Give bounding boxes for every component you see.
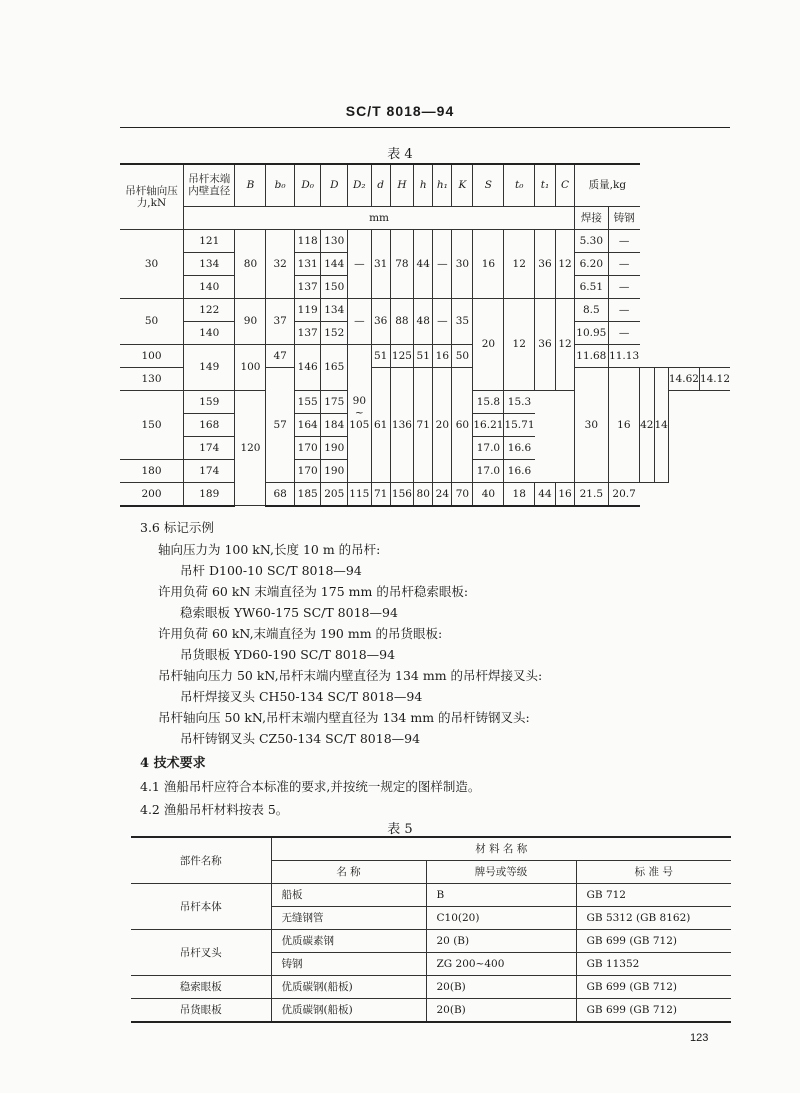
- header-diameter: 吊杆末端内壁直径: [184, 164, 235, 206]
- cell-D: 190: [321, 459, 348, 482]
- cell-name: 优质碳钢(船板): [271, 999, 426, 1023]
- cell-S: 40: [473, 482, 504, 506]
- cell-force: 50: [120, 298, 184, 344]
- cell-weld: 11.68: [575, 344, 609, 367]
- cell-D: 150: [321, 275, 348, 298]
- cell-cast: —: [608, 275, 640, 298]
- cell-K: 50: [452, 344, 473, 367]
- marking-line-4: 稳索眼板 YW60-175 SC/T 8018—94: [180, 605, 398, 620]
- header-weld: 焊接: [575, 206, 609, 229]
- cell-std: GB 699 (GB 712): [576, 999, 731, 1023]
- cell-weld: 16.21: [473, 413, 504, 436]
- cell-grade: 20 (B): [426, 930, 576, 953]
- cell-K: 30: [452, 229, 473, 298]
- cell-cast: —: [608, 321, 640, 344]
- cell-part: 吊货眼板: [131, 999, 271, 1023]
- cell-weld: 5.30: [575, 229, 609, 252]
- table-row: [131, 884, 731, 907]
- marking-line-1: 轴向压力为 100 kN,长度 10 m 的吊杆:: [158, 542, 381, 557]
- d2-range-tilde: ~: [354, 407, 364, 419]
- header-d: d: [371, 164, 390, 206]
- header-name: 名 称: [271, 861, 426, 884]
- cell-S: 16: [473, 229, 504, 298]
- header-D0: D₀: [294, 164, 321, 206]
- cell-cast: 16.6: [504, 436, 535, 459]
- cell-d: 71: [371, 482, 390, 506]
- table4: [120, 163, 730, 507]
- table-row: [131, 930, 731, 953]
- cell-dia: 168: [184, 413, 235, 436]
- cell-part: 吊杆叉头: [131, 930, 271, 976]
- cell-h1: —: [433, 229, 452, 298]
- table4-caption: 表 4: [387, 147, 413, 162]
- cell-t0: 12: [504, 229, 535, 298]
- table-row: [120, 298, 730, 321]
- cell-H: 156: [390, 482, 414, 506]
- header-S: S: [473, 164, 504, 206]
- header-rule: [120, 127, 730, 128]
- section-4-title: 4 技术要求: [140, 756, 206, 771]
- marking-line-3: 许用负荷 60 kN 末端直径为 175 mm 的吊杆稳索眼板:: [158, 584, 469, 599]
- cell-H: 88: [390, 298, 414, 344]
- header-C: C: [555, 164, 574, 206]
- cell-D: 165: [321, 344, 348, 390]
- cell-part: 吊杆本体: [131, 884, 271, 930]
- cell-D: 152: [321, 321, 348, 344]
- marking-line-6: 吊货眼板 YD60-190 SC/T 8018—94: [180, 647, 396, 662]
- cell-name: 船板: [271, 884, 426, 907]
- cell-d: 31: [371, 229, 390, 298]
- header-D2: D₂: [348, 164, 372, 206]
- cell-t1: 36: [535, 229, 556, 298]
- header-force: 吊杆轴向压力,kN: [120, 164, 184, 229]
- cell-weld: 6.51: [575, 275, 609, 298]
- table-row: [131, 999, 731, 1023]
- cell-weld: 8.5: [575, 298, 609, 321]
- cell-D0: 137: [294, 321, 321, 344]
- cell-grade: 20(B): [426, 976, 576, 999]
- page-header: SC/T 8018—94: [345, 103, 455, 119]
- cell-K: 35: [452, 298, 473, 344]
- d2-range-start: 90: [352, 395, 367, 407]
- cell-grade: B: [426, 884, 576, 907]
- cell-dia: 122: [184, 298, 235, 321]
- cell-h1: —: [433, 298, 452, 344]
- marking-line-8: 吊杆焊接叉头 CH50-134 SC/T 8018—94: [180, 689, 423, 704]
- cell-weld: 17.0: [473, 436, 504, 459]
- cell-t0: 18: [504, 482, 535, 506]
- cell-cast: 15.3: [504, 390, 535, 413]
- cell-std: GB 5312 (GB 8162): [576, 907, 731, 930]
- cell-h: 48: [414, 298, 433, 344]
- cell-d: 51: [371, 344, 390, 367]
- cell-h: 80: [414, 482, 433, 506]
- header-h1: h₁: [433, 164, 452, 206]
- cell-S: 30: [575, 367, 609, 482]
- cell-dia: 149: [184, 344, 235, 390]
- cell-D: 130: [321, 229, 348, 252]
- cell-C: 12: [555, 298, 574, 390]
- cell-dia: 140: [184, 275, 235, 298]
- cell-b0: 47: [266, 344, 294, 367]
- cell-dia: 174: [184, 436, 235, 459]
- cell-force: 150: [120, 390, 184, 459]
- header-t1: t₁: [535, 164, 556, 206]
- cell-dia: 159: [184, 390, 235, 413]
- cell-weld: 10.95: [575, 321, 609, 344]
- cell-B: 90: [235, 298, 266, 344]
- cell-weld: 21.5: [575, 482, 609, 506]
- cell-force: 30: [120, 229, 184, 298]
- cell-name: 无缝钢管: [271, 907, 426, 930]
- table-row: [131, 976, 731, 999]
- cell-grade: 20(B): [426, 999, 576, 1023]
- cell-D2-range: [348, 344, 372, 482]
- cell-D: 184: [321, 413, 348, 436]
- cell-dia: 121: [184, 229, 235, 252]
- marking-line-10: 吊杆铸钢叉头 CZ50-134 SC/T 8018—94: [180, 731, 421, 746]
- cell-t0: 12: [504, 298, 535, 390]
- cell-h1: 16: [433, 344, 452, 367]
- cell-D0: 119: [294, 298, 321, 321]
- table-row: [120, 482, 730, 506]
- cell-force: 100: [120, 344, 184, 367]
- cell-D2: 115: [348, 482, 372, 506]
- cell-part: 稳索眼板: [131, 976, 271, 999]
- cell-D0: 170: [294, 459, 321, 482]
- d2-range-end: 105: [349, 419, 370, 431]
- cell-dia: 174: [184, 459, 235, 482]
- cell-t0: 16: [608, 367, 640, 482]
- cell-b0: 32: [266, 229, 294, 298]
- cell-S: 20: [473, 298, 504, 390]
- cell-b0: 37: [266, 298, 294, 344]
- cell-K: 70: [452, 482, 473, 506]
- cell-dia: 140: [184, 321, 235, 344]
- cell-H: 78: [390, 229, 414, 298]
- cell-C: 14: [654, 367, 668, 482]
- cell-cast: 14.12: [699, 367, 730, 390]
- cell-t1: 44: [535, 482, 556, 506]
- cell-weld: 6.20: [575, 252, 609, 275]
- cell-K: 60: [452, 367, 473, 482]
- cell-std: GB 699 (GB 712): [576, 976, 731, 999]
- cell-D: 134: [321, 298, 348, 321]
- cell-h: 51: [414, 344, 433, 367]
- marking-line-2: 吊杆 D100-10 SC/T 8018—94: [180, 563, 362, 578]
- cell-force: 200: [120, 482, 184, 506]
- cell-D: 175: [321, 390, 348, 413]
- cell-t1: 36: [535, 298, 556, 390]
- header-grade: 牌号或等级: [426, 861, 576, 884]
- header-D: D: [321, 164, 348, 206]
- section-4-2: 4.2 渔船吊杆材料按表 5。: [140, 802, 289, 817]
- cell-b0: 57: [266, 367, 294, 482]
- cell-h1: 24: [433, 482, 452, 506]
- header-H: H: [390, 164, 414, 206]
- header-cast: 铸钢: [608, 206, 640, 229]
- cell-h: 71: [414, 367, 433, 482]
- cell-D0: 137: [294, 275, 321, 298]
- header-material: 材 料 名 称: [271, 837, 731, 861]
- cell-D0: 164: [294, 413, 321, 436]
- header-unit: mm: [184, 206, 575, 229]
- cell-cast: —: [608, 298, 640, 321]
- table-row: [120, 344, 730, 367]
- cell-t1: 42: [640, 367, 654, 482]
- table-row: [120, 229, 730, 252]
- cell-weld: 15.8: [473, 390, 504, 413]
- cell-b0: 68: [266, 482, 294, 506]
- header-part: 部件名称: [131, 837, 271, 884]
- cell-D2: —: [348, 229, 372, 298]
- header-B: B: [235, 164, 266, 206]
- table5-caption: 表 5: [387, 822, 413, 837]
- cell-d: 61: [371, 367, 390, 482]
- cell-D: 190: [321, 436, 348, 459]
- marking-line-9: 吊杆轴向压 50 kN,吊杆末端内壁直径为 134 mm 的吊杆铸钢叉头:: [158, 710, 530, 725]
- cell-D0: 155: [294, 390, 321, 413]
- cell-name: 优质碳钢(船板): [271, 976, 426, 999]
- cell-D0: 131: [294, 252, 321, 275]
- cell-weld: 14.62: [668, 367, 699, 390]
- header-K: K: [452, 164, 473, 206]
- marking-line-5: 许用负荷 60 kN,末端直径为 190 mm 的吊货眼板:: [158, 626, 443, 641]
- cell-cast: —: [608, 252, 640, 275]
- cell-D: 144: [321, 252, 348, 275]
- cell-C: 12: [555, 229, 574, 298]
- cell-D0: 146: [294, 344, 321, 390]
- cell-weld: 17.0: [473, 459, 504, 482]
- cell-D0: 118: [294, 229, 321, 252]
- cell-name: 优质碳素钢: [271, 930, 426, 953]
- cell-dia: 189: [184, 482, 235, 506]
- cell-h1: 20: [433, 367, 452, 482]
- cell-H: 125: [390, 344, 414, 367]
- cell-h: 44: [414, 229, 433, 298]
- cell-B: 80: [235, 229, 266, 298]
- cell-cast: —: [608, 229, 640, 252]
- section-3-6-title: 3.6 标记示例: [140, 520, 214, 535]
- cell-cast: 11.13: [608, 344, 640, 367]
- cell-dia: 134: [184, 252, 235, 275]
- cell-D: 205: [321, 482, 348, 506]
- cell-B: 100: [235, 344, 266, 390]
- cell-D0: 185: [294, 482, 321, 506]
- table5: [131, 836, 731, 1023]
- header-std: 标 准 号: [576, 861, 731, 884]
- cell-std: GB 712: [576, 884, 731, 907]
- header-b0: b₀: [266, 164, 294, 206]
- cell-grade: C10(20): [426, 907, 576, 930]
- page-number: 123: [690, 1032, 709, 1044]
- cell-grade: ZG 200~400: [426, 953, 576, 976]
- cell-H: 136: [390, 367, 414, 482]
- cell-std: GB 11352: [576, 953, 731, 976]
- cell-cast: 15.71: [504, 413, 535, 436]
- cell-cast: 20.7: [608, 482, 640, 506]
- cell-force: 180: [120, 459, 184, 482]
- section-4-1: 4.1 渔船吊杆应符合本标准的要求,并按统一规定的图样制造。: [140, 779, 481, 794]
- cell-d: 36: [371, 298, 390, 344]
- header-t0: t₀: [504, 164, 535, 206]
- cell-D2: —: [348, 298, 372, 344]
- marking-line-7: 吊杆轴向压力 50 kN,吊杆末端内壁直径为 134 mm 的吊杆焊接叉头:: [158, 668, 543, 683]
- header-mass: 质量,kg: [575, 164, 640, 206]
- cell-B: 120: [235, 390, 266, 506]
- cell-D0: 170: [294, 436, 321, 459]
- cell-name: 铸钢: [271, 953, 426, 976]
- header-h: h: [414, 164, 433, 206]
- cell-std: GB 699 (GB 712): [576, 930, 731, 953]
- cell-force: 130: [120, 367, 184, 390]
- cell-cast: 16.6: [504, 459, 535, 482]
- cell-C: 16: [555, 482, 574, 506]
